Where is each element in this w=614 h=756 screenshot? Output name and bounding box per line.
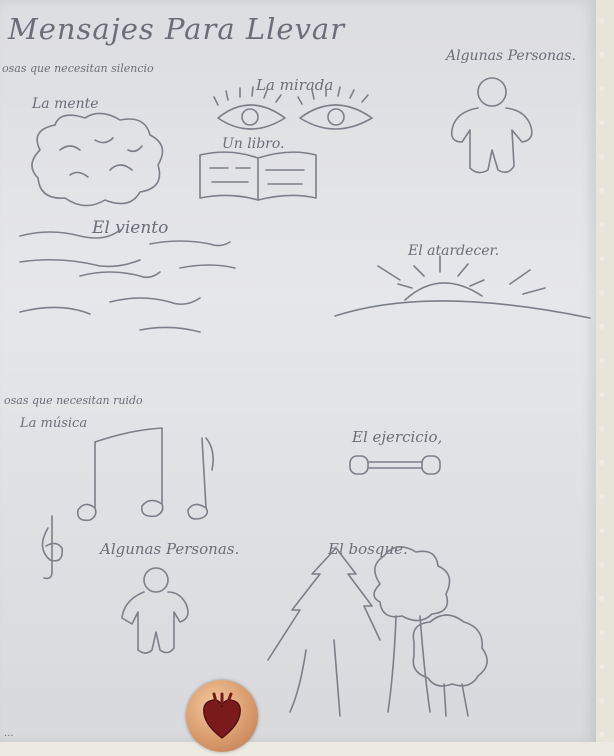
- label-atardecer: El atardecer.: [408, 243, 500, 259]
- sunset-drawing: [335, 256, 590, 318]
- section-heading-silence: osas que necesitan silencio: [2, 62, 154, 75]
- forest-drawing: [268, 547, 487, 716]
- label-musica: La música: [20, 416, 88, 431]
- brain-drawing: [32, 113, 163, 205]
- label-mirada: La mirada: [256, 76, 334, 94]
- label-bosque: El bosque.: [328, 540, 408, 558]
- book-drawing: [200, 152, 316, 200]
- heart-icon: [186, 680, 258, 752]
- heart-badge: [186, 680, 258, 752]
- music-notes-drawing: [42, 428, 213, 578]
- eyes-drawing: [214, 87, 372, 129]
- label-mente: La mente: [32, 96, 99, 112]
- section-heading-noise: osas que necesitan ruido: [4, 394, 143, 407]
- label-libro: Un libro.: [222, 136, 285, 152]
- page-title: Mensajes Para Llevar: [8, 12, 346, 46]
- wind-drawing: [20, 230, 235, 332]
- person-bottom-drawing: [122, 568, 188, 653]
- label-personas-top: Algunas Personas.: [446, 48, 576, 64]
- label-personas-bottom: Algunas Personas.: [100, 540, 240, 558]
- dumbbell-drawing: [350, 456, 440, 474]
- label-ejercicio: El ejercicio,: [352, 428, 443, 446]
- label-viento: El viento: [92, 218, 169, 238]
- person-top-drawing: [452, 78, 532, 173]
- footer-fragment: ...: [4, 728, 14, 739]
